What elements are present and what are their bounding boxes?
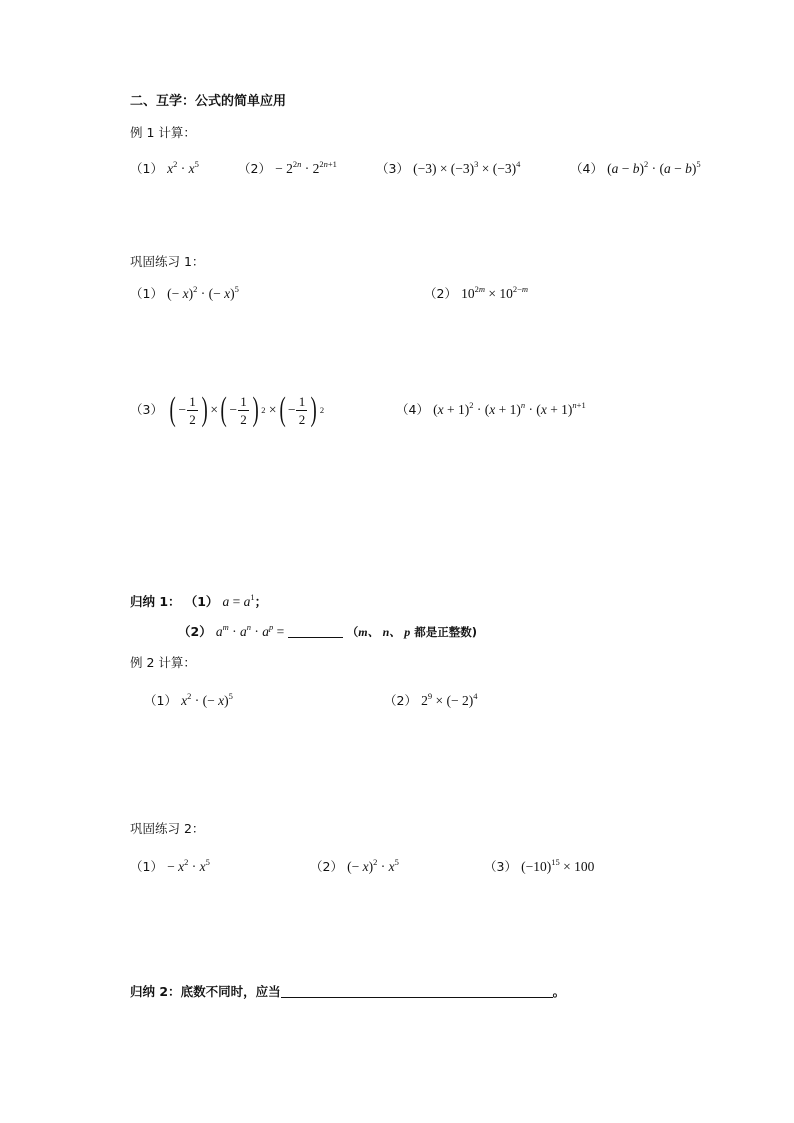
- math-expression: $(x + 1)^2 \cdot (x + 1)^n \cdot (x + 1)^{n+1}$: [433, 400, 586, 417]
- example2-heading: 例 2 计算：: [130, 655, 196, 670]
- section-title: 二、互学：公式的简单应用: [130, 94, 287, 109]
- answer-blank[interactable]: [281, 997, 553, 998]
- summary1-line1: [130, 592, 268, 609]
- item-label: （1）: [130, 859, 163, 874]
- item-label: （1）: [130, 286, 163, 301]
- math-expression: $(a - b)^2 \cdot (a - b)^5$: [607, 159, 701, 176]
- practice2-item-1: [130, 857, 210, 874]
- math-expression: $(-3) \times (-3)^3 \times (-3)^4$: [413, 159, 521, 176]
- summary2: [130, 986, 565, 999]
- item-label: （3）: [484, 859, 517, 874]
- note-vars: m、 n、 p: [358, 625, 411, 639]
- practice2-item-3: [484, 857, 595, 874]
- summary1-line2: [178, 622, 478, 639]
- item-label: （4）: [570, 161, 603, 176]
- practice1-heading: 巩固练习 1：: [130, 254, 205, 269]
- item-label: （3）: [376, 161, 409, 176]
- example2-item-2: [384, 691, 478, 708]
- example1-item-1: [130, 159, 199, 176]
- math-expression: − $x^2 \cdot x^5$: [167, 857, 210, 874]
- item-label: （2）: [424, 286, 457, 301]
- item-label: （2）: [310, 859, 343, 874]
- math-expression: $a = a^1$: [222, 592, 255, 609]
- math-expression: $10^{2m} \times 10^{2-m}$: [461, 284, 529, 301]
- item-label: （4）: [396, 402, 429, 417]
- practice2-heading: 巩固练习 2：: [130, 821, 205, 836]
- example1-item-3: [376, 159, 521, 176]
- item-label: （2）: [384, 693, 417, 708]
- answer-blank[interactable]: [288, 637, 343, 638]
- note-open: （: [346, 625, 359, 639]
- practice1-item-3: [130, 393, 324, 427]
- math-expression: $x^2$ · (− x)$^5$: [181, 691, 233, 708]
- math-expression: $x^2 \cdot x^5$: [167, 159, 199, 176]
- summary2-end: 。: [552, 984, 566, 999]
- math-expression: $(-10)^{15} \times 100$: [521, 857, 595, 874]
- item-label: （1）: [184, 594, 219, 609]
- line-end-punct: ；: [254, 594, 268, 609]
- example1-heading: 例 1 计算：: [130, 125, 196, 140]
- math-expression: (− x)$^2$ · (− x)$^5$: [167, 284, 239, 301]
- item-label: （1）: [130, 161, 163, 176]
- practice1-item-2: [424, 284, 529, 301]
- item-label: （1）: [144, 693, 177, 708]
- example1-item-2: [238, 159, 337, 176]
- note-text: 都是正整数): [410, 625, 478, 639]
- math-expression: − $2^{2n} \cdot 2^{2n+1}$: [275, 159, 337, 176]
- practice1-item-4: [396, 400, 586, 417]
- summary1-heading: 归纳 1：: [130, 594, 181, 609]
- example1-item-4: [570, 159, 701, 176]
- item-label: （2）: [178, 624, 212, 639]
- item-label: （3）: [130, 401, 163, 417]
- math-expression: $a^m \cdot a^n \cdot a^p$ =: [215, 622, 288, 639]
- practice2-item-2: [310, 857, 399, 874]
- math-expression: ( − $\frac{1}{2}$ ) × ( − $\frac{1}{2}$ ) 2 × ( − $\frac{1}{2}$ ) 2: [169, 391, 325, 428]
- summary2-text: 底数不同时，应当: [180, 984, 281, 999]
- math-expression: (− $x)^2 \cdot x^5$: [347, 857, 399, 874]
- item-label: （2）: [238, 161, 271, 176]
- practice1-item-1: [130, 284, 239, 301]
- example2-item-1: [144, 691, 233, 708]
- math-expression: $2^9$ × (− 2)$^4$: [421, 691, 478, 708]
- summary2-heading: 归纳 2：: [130, 984, 181, 999]
